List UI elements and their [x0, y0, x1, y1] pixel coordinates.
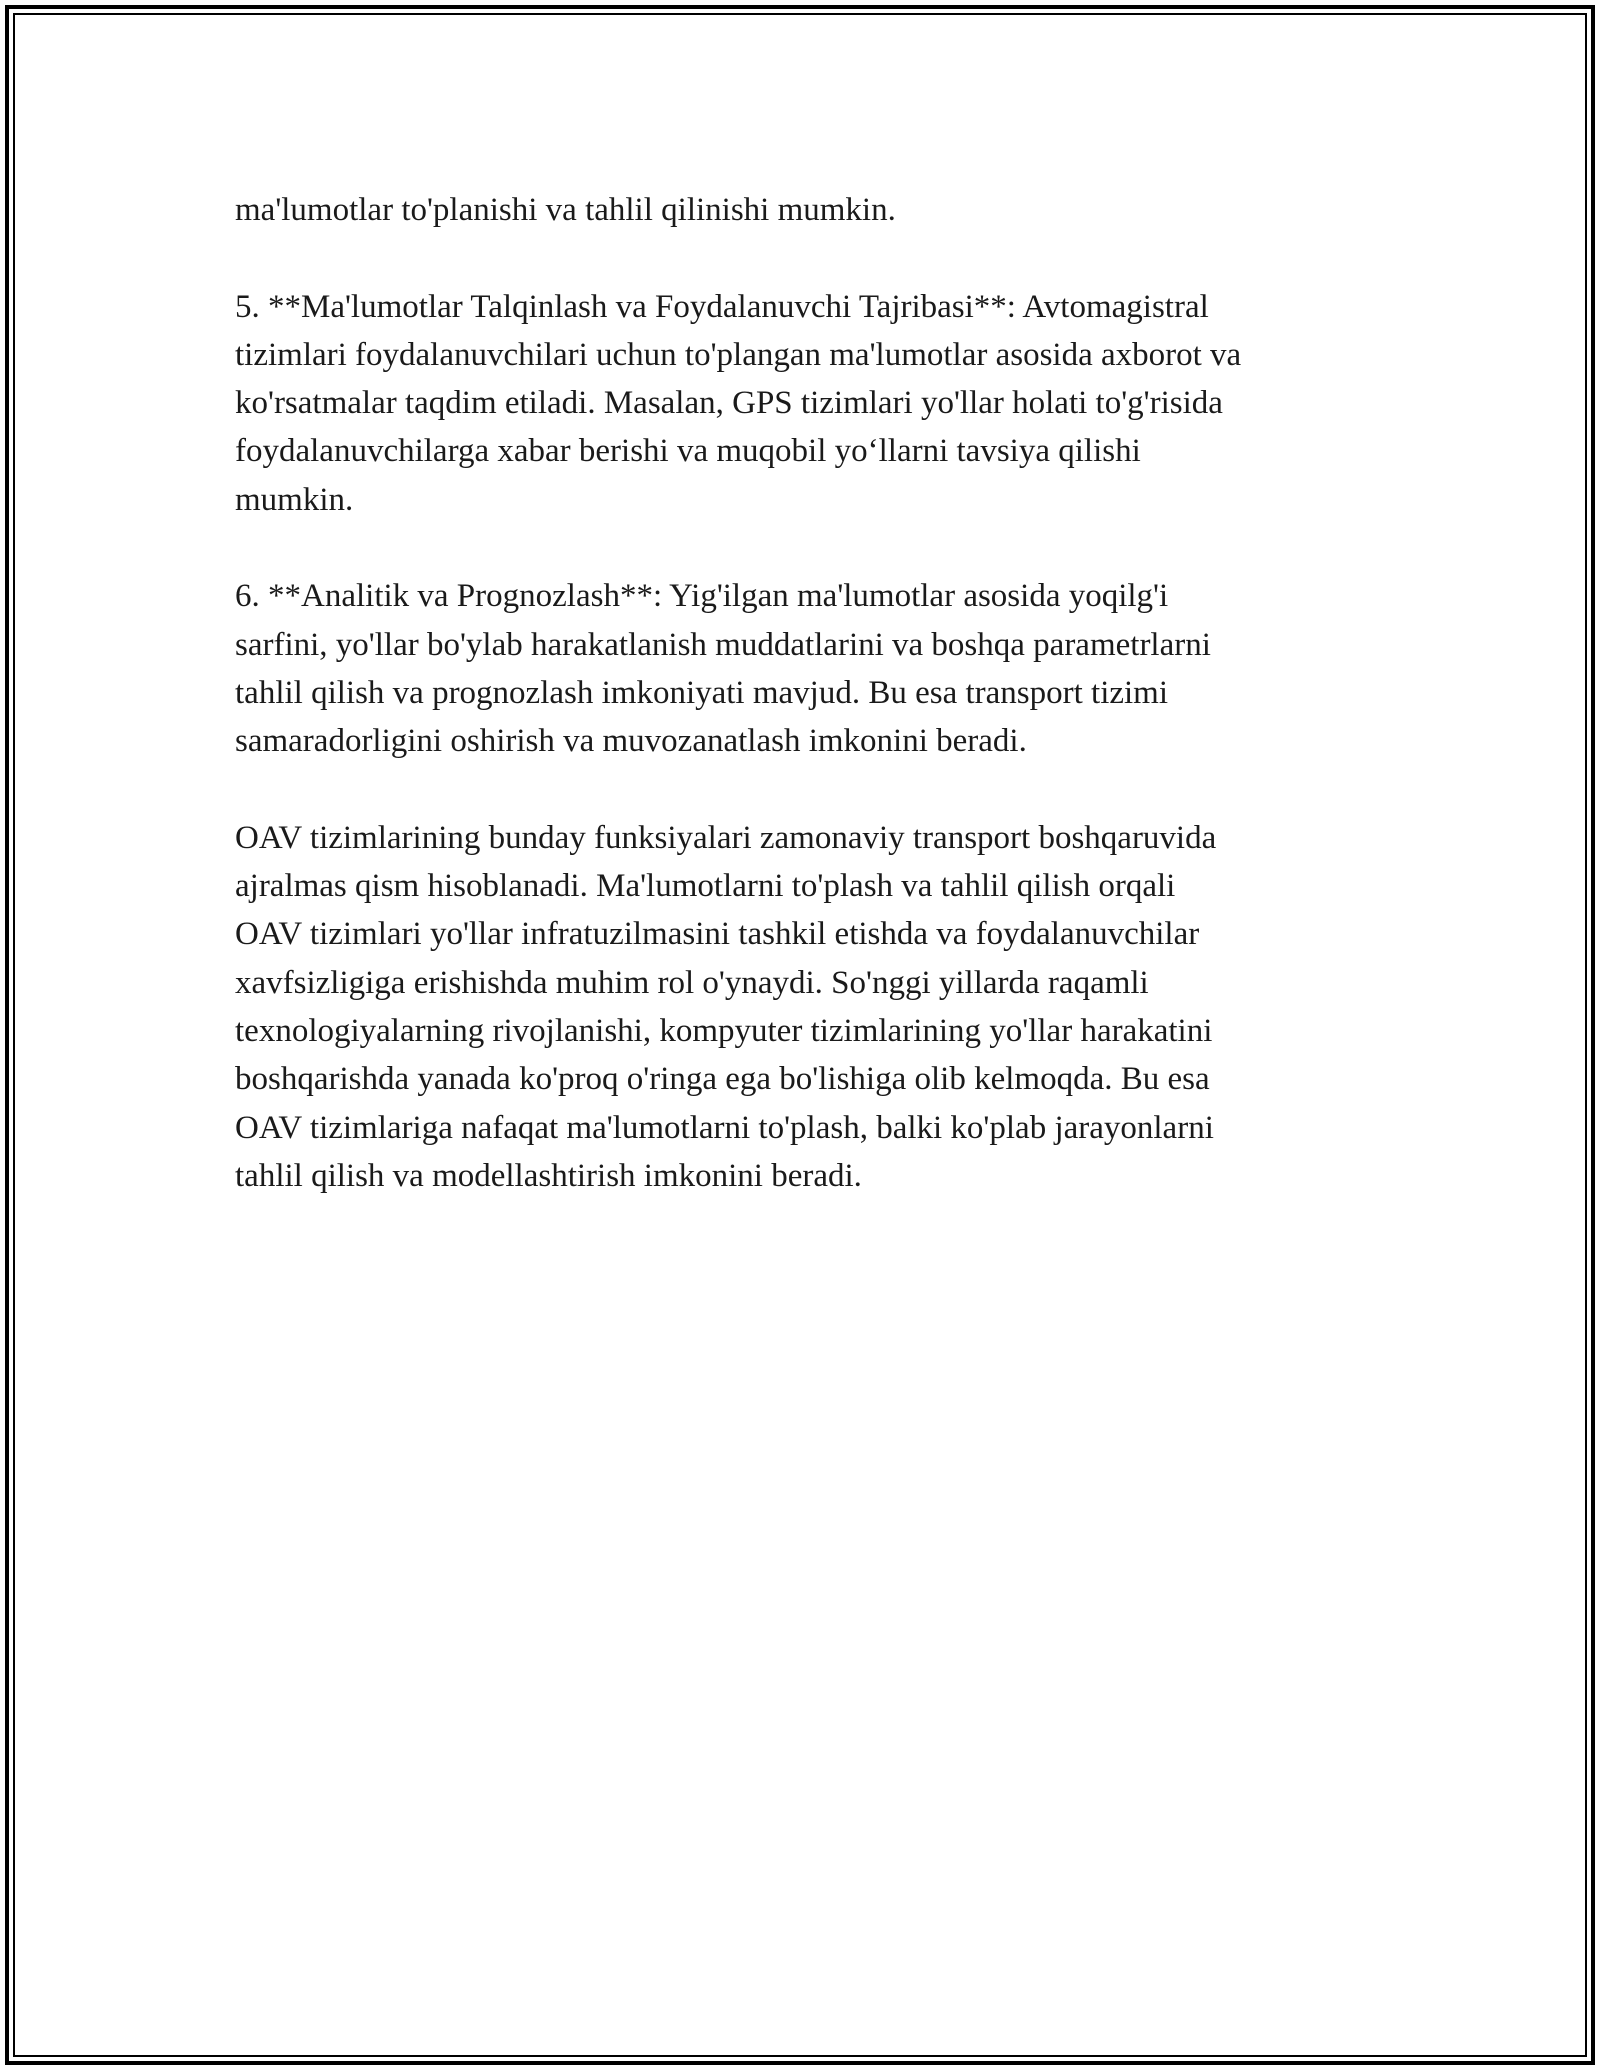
paragraph-item-5: [235, 283, 1375, 524]
text-line: sarfini, yo'llar bo'ylab harakatlanish muddatlarini va boshqa parametrlarni: [235, 626, 1211, 663]
text-line: mumkin.: [235, 481, 354, 518]
text-line: OAV tizimlarining bunday funksiyalari zamonaviy transport boshqaruvida: [235, 819, 1217, 856]
paragraph-continuation: [235, 186, 1375, 234]
paragraph-item-6: [235, 572, 1375, 765]
text-line: samaradorligini oshirish va muvozanatlash imkonini beradi.: [235, 723, 1027, 760]
text-line: tahlil qilish va prognozlash imkoniyati mavjud. Bu esa transport tizimi: [235, 674, 1169, 711]
text-line: tizimlari foydalanuvchilari uchun to'plangan ma'lumotlar asosida axborot va: [235, 336, 1242, 373]
paragraph-conclusion: [235, 814, 1375, 1200]
text-line: 6. **Analitik va Prognozlash**: Yig'ilgan ma'lumotlar asosida yoqilg'i: [235, 578, 1169, 615]
text-line: OAV tizimlari yo'llar infratuzilmasini tashkil etishda va foydalanuvchilar: [235, 916, 1200, 953]
text-line: foydalanuvchilarga xabar berishi va muqobil yo‘llarni tavsiya qilishi: [235, 433, 1141, 470]
text-line: tahlil qilish va modellashtirish imkonini beradi.: [235, 1157, 862, 1194]
text-line: ma'lumotlar to'planishi va tahlil qilinishi mumkin.: [235, 192, 896, 228]
text-line: texnologiyalarning rivojlanishi, kompyuter tizimlarining yo'llar harakatini: [235, 1013, 1213, 1050]
text-line: ko'rsatmalar taqdim etiladi. Masalan, GPS tizimlari yo'llar holati to'g'risida: [235, 385, 1223, 422]
document-body: [235, 186, 1375, 1249]
text-line: 5. **Ma'lumotlar Talqinlash va Foydalanuvchi Tajribasi**: Avtomagistral: [235, 288, 1209, 325]
text-line: ajralmas qism hisoblanadi. Ma'lumotlarni to'plash va tahlil qilish orqali: [235, 868, 1176, 905]
text-line: boshqarishda yanada ko'proq o'ringa ega bo'lishiga olib kelmoqda. Bu esa: [235, 1061, 1210, 1098]
text-line: xavfsizligiga erishishda muhim rol o'ynaydi. So'nggi yillarda raqamli: [235, 964, 1149, 1001]
text-line: OAV tizimlariga nafaqat ma'lumotlarni to'plash, balki ko'plab jarayonlarni: [235, 1109, 1214, 1146]
